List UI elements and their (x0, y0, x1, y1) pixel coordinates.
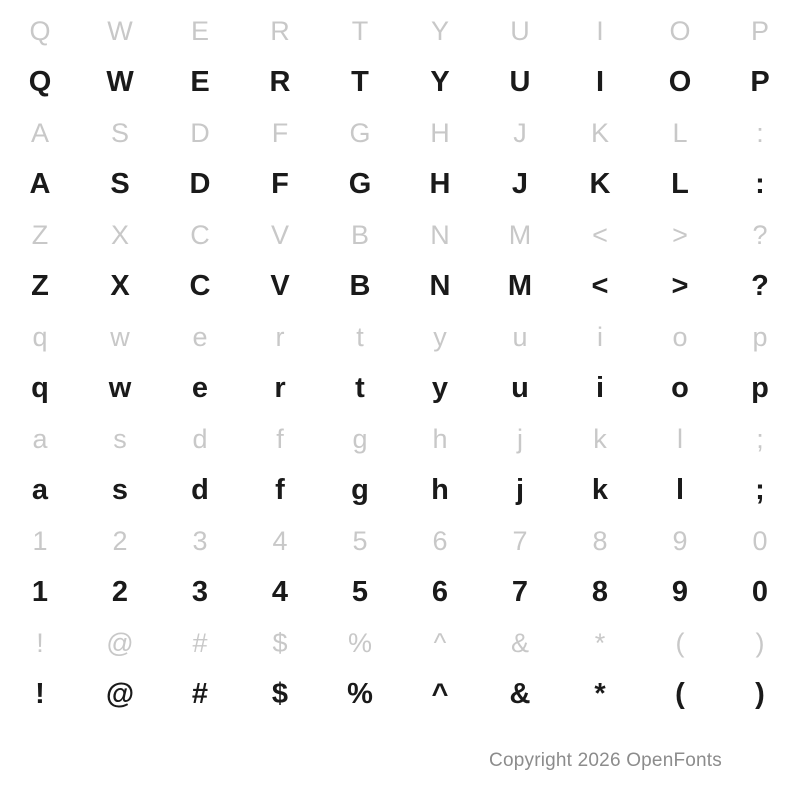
glyph-cell: Z (31, 220, 49, 250)
glyph-cell: e (192, 322, 208, 352)
glyph-cell: l (675, 474, 685, 506)
glyph-cell: ^ (433, 628, 447, 658)
glyph-cell: 3 (192, 526, 208, 556)
glyph-cell: H (430, 118, 450, 148)
glyph-cell: J (511, 168, 529, 200)
glyph-cell: A (29, 168, 51, 200)
glyph-cell: d (191, 474, 209, 506)
glyph-cell: * (594, 678, 606, 710)
glyph-cell: r (275, 322, 285, 352)
glyph-cell: G (349, 118, 371, 148)
glyph-cell: w (110, 322, 130, 352)
glyph-cell: g (352, 424, 368, 454)
glyph-row (0, 464, 800, 516)
glyph-cell: C (189, 270, 211, 302)
glyph-cell: s (113, 424, 127, 454)
glyph-cell: < (592, 220, 608, 250)
glyph-cell: 5 (352, 526, 368, 556)
glyph-cell: S (110, 118, 129, 148)
glyph-cell: k (591, 474, 609, 506)
glyph-cell: 3 (191, 576, 209, 608)
glyph-cell: T (351, 66, 369, 98)
glyph-cell: H (429, 168, 451, 200)
glyph-cell: L (672, 118, 688, 148)
glyph-cell: k (593, 424, 607, 454)
glyph-cell: j (517, 424, 523, 454)
glyph-cell: A (30, 118, 49, 148)
glyph-cell: a (32, 424, 48, 454)
glyph-cell: e (191, 372, 209, 404)
glyph-cell: F (271, 168, 289, 200)
glyph-cell: t (355, 372, 365, 404)
glyph-cell: 7 (511, 576, 529, 608)
glyph-cell: ? (752, 220, 768, 250)
glyph-cell: ! (35, 678, 45, 710)
glyph-cell: q (32, 322, 48, 352)
glyph-cell: D (189, 168, 211, 200)
glyph-cell: F (271, 118, 289, 148)
glyph-cell: < (591, 270, 609, 302)
glyph-cell: 5 (351, 576, 369, 608)
glyph-cell: ? (751, 270, 769, 302)
glyph-cell: 0 (751, 576, 769, 608)
glyph-cell: : (756, 118, 764, 148)
glyph-cell: 9 (672, 526, 688, 556)
glyph-cell: ! (36, 628, 44, 658)
glyph-cell: M (507, 270, 533, 302)
glyph-cell: q (31, 372, 49, 404)
glyph-cell: Y (430, 66, 450, 98)
glyph-cell: h (431, 474, 449, 506)
glyph-cell: ^ (431, 678, 449, 710)
glyph-cell: ) (755, 628, 765, 658)
glyph-cell: V (270, 220, 289, 250)
glyph-row (0, 108, 800, 158)
glyph-cell: & (510, 628, 529, 658)
glyph-cell: 8 (592, 526, 608, 556)
glyph-cell: & (509, 678, 531, 710)
glyph-cell: 1 (31, 576, 49, 608)
glyph-cell: I (595, 66, 605, 98)
glyph-cell: Q (29, 16, 51, 46)
glyph-cell: Z (31, 270, 49, 302)
glyph-row (0, 260, 800, 312)
glyph-cell: U (510, 16, 530, 46)
glyph-row (0, 362, 800, 414)
glyph-cell: h (432, 424, 448, 454)
glyph-row (0, 312, 800, 362)
glyph-cell: o (671, 372, 689, 404)
glyph-row (0, 6, 800, 56)
glyph-cell: X (110, 270, 130, 302)
glyph-cell: X (110, 220, 129, 250)
glyph-row (0, 668, 800, 720)
glyph-cell: T (351, 16, 369, 46)
glyph-cell: > (671, 270, 689, 302)
glyph-row (0, 56, 800, 108)
glyph-cell: r (274, 372, 286, 404)
glyph-cell: R (269, 66, 291, 98)
glyph-cell: M (508, 220, 532, 250)
glyph-row (0, 618, 800, 668)
glyph-cell: B (349, 270, 371, 302)
glyph-cell: $ (272, 628, 288, 658)
glyph-cell: U (509, 66, 531, 98)
glyph-cell: @ (106, 628, 134, 658)
glyph-cell: d (192, 424, 208, 454)
glyph-cell: I (596, 16, 604, 46)
glyph-row (0, 210, 800, 260)
glyph-row (0, 158, 800, 210)
glyph-cell: g (351, 474, 369, 506)
glyph-cell: f (276, 424, 284, 454)
glyph-cell: p (751, 372, 769, 404)
glyph-cell: P (750, 16, 769, 46)
glyph-cell: ; (756, 424, 764, 454)
glyph-cell: y (431, 372, 449, 404)
glyph-cell: N (429, 270, 451, 302)
glyph-cell: 9 (671, 576, 689, 608)
glyph-cell: i (595, 372, 605, 404)
glyph-cell: f (275, 474, 285, 506)
glyph-cell: % (347, 628, 372, 658)
glyph-cell: 8 (591, 576, 609, 608)
glyph-cell: C (190, 220, 210, 250)
glyph-cell: ) (755, 678, 765, 710)
glyph-cell: j (515, 474, 525, 506)
glyph-cell: 7 (512, 526, 528, 556)
glyph-cell: O (668, 66, 692, 98)
glyph-cell: K (589, 168, 611, 200)
glyph-cell: % (347, 678, 373, 710)
glyph-cell: Y (430, 16, 449, 46)
glyph-cell: * (594, 628, 606, 658)
glyph-cell: 0 (752, 526, 768, 556)
glyph-cell: : (755, 168, 765, 200)
glyph-row (0, 414, 800, 464)
glyph-cell: R (270, 16, 290, 46)
glyph-cell: ; (755, 474, 765, 506)
glyph-cell: > (672, 220, 688, 250)
glyph-cell: $ (271, 678, 289, 710)
glyph-cell: E (190, 66, 210, 98)
glyph-cell: y (433, 322, 447, 352)
glyph-cell: # (192, 628, 208, 658)
glyph-cell: O (669, 16, 691, 46)
glyph-cell: 4 (271, 576, 289, 608)
glyph-cell: 6 (431, 576, 449, 608)
glyph-cell: D (190, 118, 210, 148)
glyph-row (0, 516, 800, 566)
glyph-cell: a (31, 474, 49, 506)
glyph-cell: W (106, 66, 134, 98)
glyph-cell: K (590, 118, 609, 148)
glyph-cell: u (511, 372, 529, 404)
glyph-cell: w (108, 372, 132, 404)
glyph-cell: t (356, 322, 364, 352)
glyph-cell: N (430, 220, 450, 250)
glyph-cell: o (672, 322, 688, 352)
glyph-cell: ( (675, 678, 685, 710)
glyph-row (0, 566, 800, 618)
glyph-cell: 4 (272, 526, 288, 556)
glyph-cell: L (671, 168, 689, 200)
glyph-cell: @ (105, 678, 135, 710)
glyph-cell: Q (28, 66, 52, 98)
glyph-cell: G (348, 168, 372, 200)
copyright-notice: Copyright 2026 OpenFonts (489, 750, 722, 771)
glyph-cell: u (512, 322, 528, 352)
glyph-cell: S (110, 168, 130, 200)
glyph-cell: V (270, 270, 290, 302)
glyph-cell: 6 (432, 526, 448, 556)
glyph-cell: p (752, 322, 768, 352)
glyph-cell: P (750, 66, 770, 98)
glyph-cell: i (597, 322, 603, 352)
glyph-cell: s (111, 474, 129, 506)
glyph-cell: 1 (32, 526, 48, 556)
glyph-cell: J (513, 118, 527, 148)
glyph-cell: 2 (112, 526, 128, 556)
glyph-cell: 2 (111, 576, 129, 608)
glyph-cell: W (107, 16, 133, 46)
glyph-cell: l (677, 424, 683, 454)
glyph-cell: B (350, 220, 369, 250)
glyph-cell: E (190, 16, 209, 46)
glyph-cell: ( (675, 628, 685, 658)
glyph-cell: # (191, 678, 209, 710)
